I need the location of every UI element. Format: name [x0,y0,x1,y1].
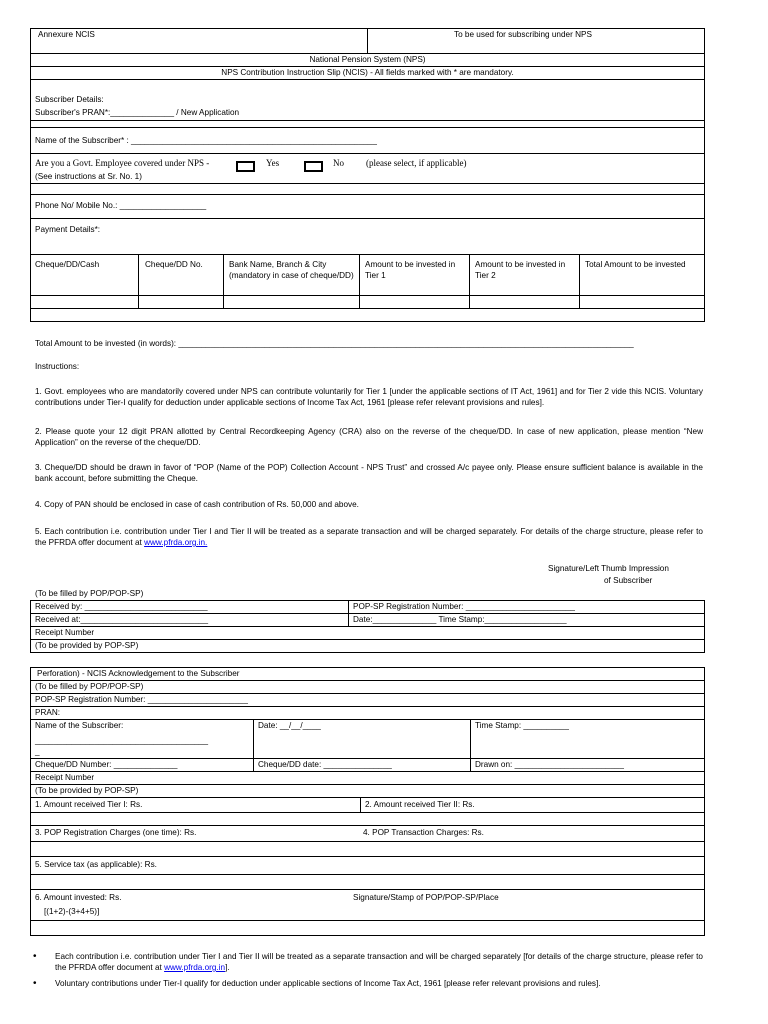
border [30,218,705,219]
ack-signature-stamp-label: Signature/Stamp of POP/POP-SP/Place [353,893,499,902]
border [30,758,705,759]
ack-name-line[interactable]: ______________________________________ [35,736,209,745]
payment-cell-type[interactable] [31,296,138,308]
payment-cell-bank[interactable] [224,296,359,308]
ack-name-line-tail: _ [35,747,40,756]
ack-formula: [(1+2)-(3+4+5)] [44,907,100,916]
border [704,667,705,935]
govt-employee-question: Are you a Govt. Employee covered under NPS - [35,158,210,168]
border [30,183,705,184]
border [367,28,368,53]
ack-amount-tier2-field[interactable]: 2. Amount received Tier II: Rs. [365,800,475,809]
border [30,120,705,121]
instruction-3: 3. Cheque/DD should be drawn in favor of “POP (Name of the POP) Collection Account - NPS Trust” and crossed A/c payee only. Please ensure sufficient balance is available in the bank account, before submitting the Cheque. [35,463,703,483]
border [30,613,705,614]
col-header-total: Total Amount to be invested [585,260,686,269]
border [360,797,361,812]
payment-cell-tier1[interactable] [360,296,469,308]
receipt-number-label: Receipt Number [35,628,95,637]
bullet-dot: • [33,978,37,989]
ack-txn-charges-field[interactable]: 4. POP Transaction Charges: Rs. [363,828,484,837]
instruction-5-text: 5. Each contribution i.e. contribution under Tier I and Tier II will be treated as a separate transaction and will be charged separately. For details of the charge structure, please refer to the PFRDA offer document at [35,527,703,547]
ack-receipt-note: (To be provided by POP-SP) [35,786,139,795]
instruction-1: 1. Govt. employees who are mandatorily covered under NPS can contribute voluntarily for Tier 1 [under the applicable sections of IT Act, 1961] and for Tier 2 vide this NCIS. Voluntary contributions under Tier-I qualify for deduction under applicable sections of Income Tax Act, 1961 [please refer relevant provisions and rules]. [35,387,703,407]
govt-yes-label: Yes [266,158,280,168]
payment-cell-tier2[interactable] [470,296,579,308]
instruction-5 [35,526,703,548]
col-header-tier2: Amount to be invested in Tier 2 [475,260,566,280]
ack-cheque-date-field[interactable]: Cheque/DD date: _______________ [258,760,392,769]
border [30,600,705,601]
subscriber-section-label: Subscriber Details: [35,95,104,104]
border [30,706,705,707]
slip-title: NPS Contribution Instruction Slip (NCIS) - All fields marked with * are mandatory. [221,68,514,77]
subscriber-name-field[interactable]: Name of the Subscriber* : ______________________________________________________ [35,136,377,145]
pran-field[interactable]: Subscriber's PRAN*:______________ / New Application [35,108,240,117]
border [30,920,705,921]
border [704,600,705,652]
ack-receipt-number-label: Receipt Number [35,773,95,782]
border [30,652,705,653]
govt-no-checkbox[interactable] [304,161,323,172]
border [30,812,705,813]
govt-instructions-ref: (See instructions at Sr. No. 1) [35,172,142,181]
total-in-words-field[interactable]: Total Amount to be invested (in words): ____________________________________________________________________________________________________ [35,339,634,348]
border [30,308,705,309]
ack-time-stamp-field[interactable]: Time Stamp: __________ [475,721,569,730]
ack-reg-number-field[interactable]: POP-SP Registration Number: ______________________ [35,695,248,704]
border [30,797,705,798]
border [30,600,31,652]
ack-title: Perforation) - NCIS Acknowledgement to the Subscriber [37,669,240,678]
signature-label-line1: Signature/Left Thumb Impression [548,564,669,573]
border [30,784,705,785]
border [30,639,705,640]
border [30,693,705,694]
border [348,600,349,626]
border [30,889,705,890]
usage-label: To be used for subscribing under NPS [454,30,592,39]
border [30,79,705,80]
ack-date-field[interactable]: Date: __/__/____ [258,721,321,730]
annexure-label: Annexure NCIS [38,30,95,39]
system-title: National Pension System (NPS) [309,55,426,64]
payment-cell-total[interactable] [580,296,704,308]
border [30,321,705,322]
border [30,667,705,668]
instruction-2: 2. Please quote your 12 digit PRAN allotted by Central Recordkeeping Agency (CRA) also on the reverse of the cheque/DD. In case of new application, please mention “New Application” on the reverse of the cheque/DD. [35,427,703,447]
border [30,935,705,936]
instruction-4: 4. Copy of PAN should be enclosed in case of cash contribution of Rs. 50,000 and above. [35,500,359,509]
footer-bullet-1 [55,951,703,973]
border [30,856,705,857]
footer-bullet-1-end: ]. [225,963,230,972]
ack-drawn-on-field[interactable]: Drawn on: ________________________ [475,760,624,769]
payment-cell-number[interactable] [139,296,223,308]
border [30,771,705,772]
bullet-dot: • [33,951,37,962]
pfrda-footer-link[interactable]: www.pfrda.org.in [164,963,226,972]
border [30,719,705,720]
ack-name-label: Name of the Subscriber: [35,721,124,730]
footer-bullet-1-text: Each contribution i.e. contribution under Tier I and Tier II will be treated as a separate transaction and will be charged separately [for details of the charge structure, please refer to the PFRDA offer document at [55,952,703,972]
footer-bullet-2: Voluntary contributions under Tier-I qualify for deduction under applicable sections of Income Tax Act, 1961 [please refer relevant provisions and rules]. [55,979,601,988]
border [30,841,705,842]
border [470,719,471,771]
border [30,825,705,826]
border [30,680,705,681]
border [30,626,705,627]
ack-reg-charges-field[interactable]: 3. POP Registration Charges (one time): Rs. [35,828,197,837]
border [30,254,705,255]
date-time-field[interactable]: Date:______________ Time Stamp:__________________ [353,615,567,624]
receipt-number-note: (To be provided by POP-SP) [35,641,139,650]
border [30,127,705,128]
phone-field[interactable]: Phone No/ Mobile No.: ___________________ [35,201,207,210]
border [30,66,705,67]
border [253,719,254,771]
pop-reg-number-field[interactable]: POP-SP Registration Number: ________________________ [353,602,575,611]
ack-cheque-number-field[interactable]: Cheque/DD Number: ______________ [35,760,178,769]
govt-no-label: No [333,158,344,168]
pop-filled-note: (To be filled by POP/POP-SP) [35,589,144,598]
received-by-field[interactable]: Received by: ___________________________ [35,602,208,611]
ack-amount-tier1-field[interactable]: 1. Amount received Tier I: Rs. [35,800,143,809]
ack-amount-invested-field[interactable]: 6. Amount invested: Rs. [35,893,122,902]
border [30,153,705,154]
border [30,667,31,935]
govt-yes-checkbox[interactable] [236,161,255,172]
border [30,53,705,54]
border [30,874,705,875]
ack-service-tax-field[interactable]: 5. Service tax (as applicable): Rs. [35,860,157,869]
signature-label-line2: of Subscriber [604,576,653,585]
col-header-cheque-type: Cheque/DD/Cash [35,260,100,269]
govt-note: (please select, if applicable) [366,158,467,168]
instructions-heading: Instructions: [35,362,80,371]
col-header-tier1: Amount to be invested in Tier 1 [365,260,456,280]
col-header-cheque-no: Cheque/DD No. [145,260,203,269]
pfrda-link[interactable]: www.pfrda.org.in. [144,538,208,547]
col-header-bank: Bank Name, Branch & City (mandatory in case of cheque/DD) [229,260,354,280]
ack-pran-field[interactable]: PRAN: [35,708,61,717]
payment-details-label: Payment Details*: [35,225,101,234]
border [30,194,705,195]
received-at-field[interactable]: Received at:____________________________ [35,615,209,624]
ack-filled-by: (To be filled by POP/POP-SP) [35,682,144,691]
